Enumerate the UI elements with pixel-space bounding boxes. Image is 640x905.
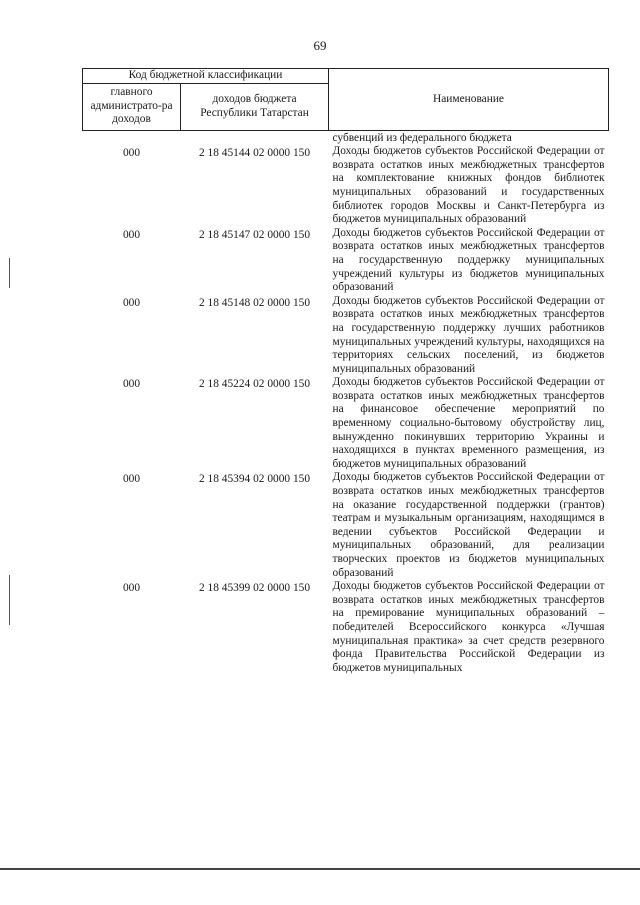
income-code: 2 18 45399 02 0000 150 bbox=[198, 582, 311, 595]
scan-margin-mark bbox=[9, 575, 10, 625]
table-row bbox=[83, 295, 609, 377]
table-row-continuation bbox=[83, 130, 609, 145]
scan-margin-mark bbox=[9, 258, 10, 288]
income-name: Доходы бюджетов субъектов Российской Федерации от возврата остатков иных межбюджетных трансфертов на финансовое обеспечение мероприятий по временному социально-бытовому обустройству лиц, вынужденно покинувших территорию Украины и находящихся в пунктах временного размещения, из бюджетов муниципальных образований bbox=[332, 376, 605, 470]
admin-code: 000 bbox=[122, 582, 141, 595]
table-row bbox=[83, 145, 609, 227]
admin-code: 000 bbox=[122, 296, 141, 309]
income-name: Доходы бюджетов субъектов Российской Федерации от возврата остатков иных межбюджетных трансфертов на государственную поддержку лучших работников муниципальных учреждений культуры, находящихся на территориях сельских поселений, из бюджетов муниципальных образований bbox=[332, 294, 605, 375]
table-row bbox=[83, 376, 609, 471]
header-name: Наименование bbox=[329, 69, 609, 131]
table-row bbox=[83, 471, 609, 580]
header-income-code: доходов бюджета Республики Татарстан bbox=[181, 83, 329, 130]
income-name: Доходы бюджетов субъектов Российской Федерации от возврата остатков иных межбюджетных трансфертов на премирование муниципальных образований – победителей Всероссийского конкурса «Лучшая муниципальная практика» за счет средств резервного фонда Правительства Российской Федерации из бюджетов муниципальных bbox=[332, 580, 605, 674]
income-code: 2 18 45394 02 0000 150 bbox=[198, 473, 311, 486]
continuation-text: субвенций из федерального бюджета bbox=[332, 131, 512, 144]
income-name: Доходы бюджетов субъектов Российской Федерации от возврата остатков иных межбюджетных трансфертов на оказание государственной поддержки (грантов) театрам и музыкальным организациям, находящимся в ведении субъектов Российской Федерации и муниципальных образований, для реализации творческих проектов из бюджетов муниципальных образований bbox=[332, 471, 605, 579]
table-row bbox=[83, 580, 609, 675]
income-code: 2 18 45224 02 0000 150 bbox=[198, 378, 311, 391]
budget-classification-table bbox=[82, 68, 609, 675]
admin-code: 000 bbox=[122, 473, 141, 486]
header-main-administrator: главного администрато-ра доходов bbox=[83, 83, 181, 130]
admin-code: 000 bbox=[122, 378, 141, 391]
admin-code: 000 bbox=[122, 228, 141, 241]
income-name: Доходы бюджетов субъектов Российской Федерации от возврата остатков иных межбюджетных трансфертов на комплектование книжных фондов библиотек муниципальных образований и государственных библиотек городов Москвы и Санкт-Петербурга из бюджетов муниципальных образований bbox=[332, 145, 605, 226]
income-code: 2 18 45144 02 0000 150 bbox=[198, 147, 311, 160]
admin-code: 000 bbox=[122, 147, 141, 160]
table-row bbox=[83, 227, 609, 295]
income-code: 2 18 45148 02 0000 150 bbox=[198, 296, 311, 309]
page-number: 69 bbox=[313, 38, 327, 53]
income-code: 2 18 45147 02 0000 150 bbox=[198, 228, 311, 241]
header-classification-code: Код бюджетной классификации bbox=[83, 69, 329, 84]
scan-bottom-edge bbox=[0, 868, 640, 870]
income-name: Доходы бюджетов субъектов Российской Федерации от возврата остатков иных межбюджетных трансфертов на государственную поддержку муниципальных учреждений культуры из бюджетов муниципальных образований bbox=[332, 226, 605, 294]
